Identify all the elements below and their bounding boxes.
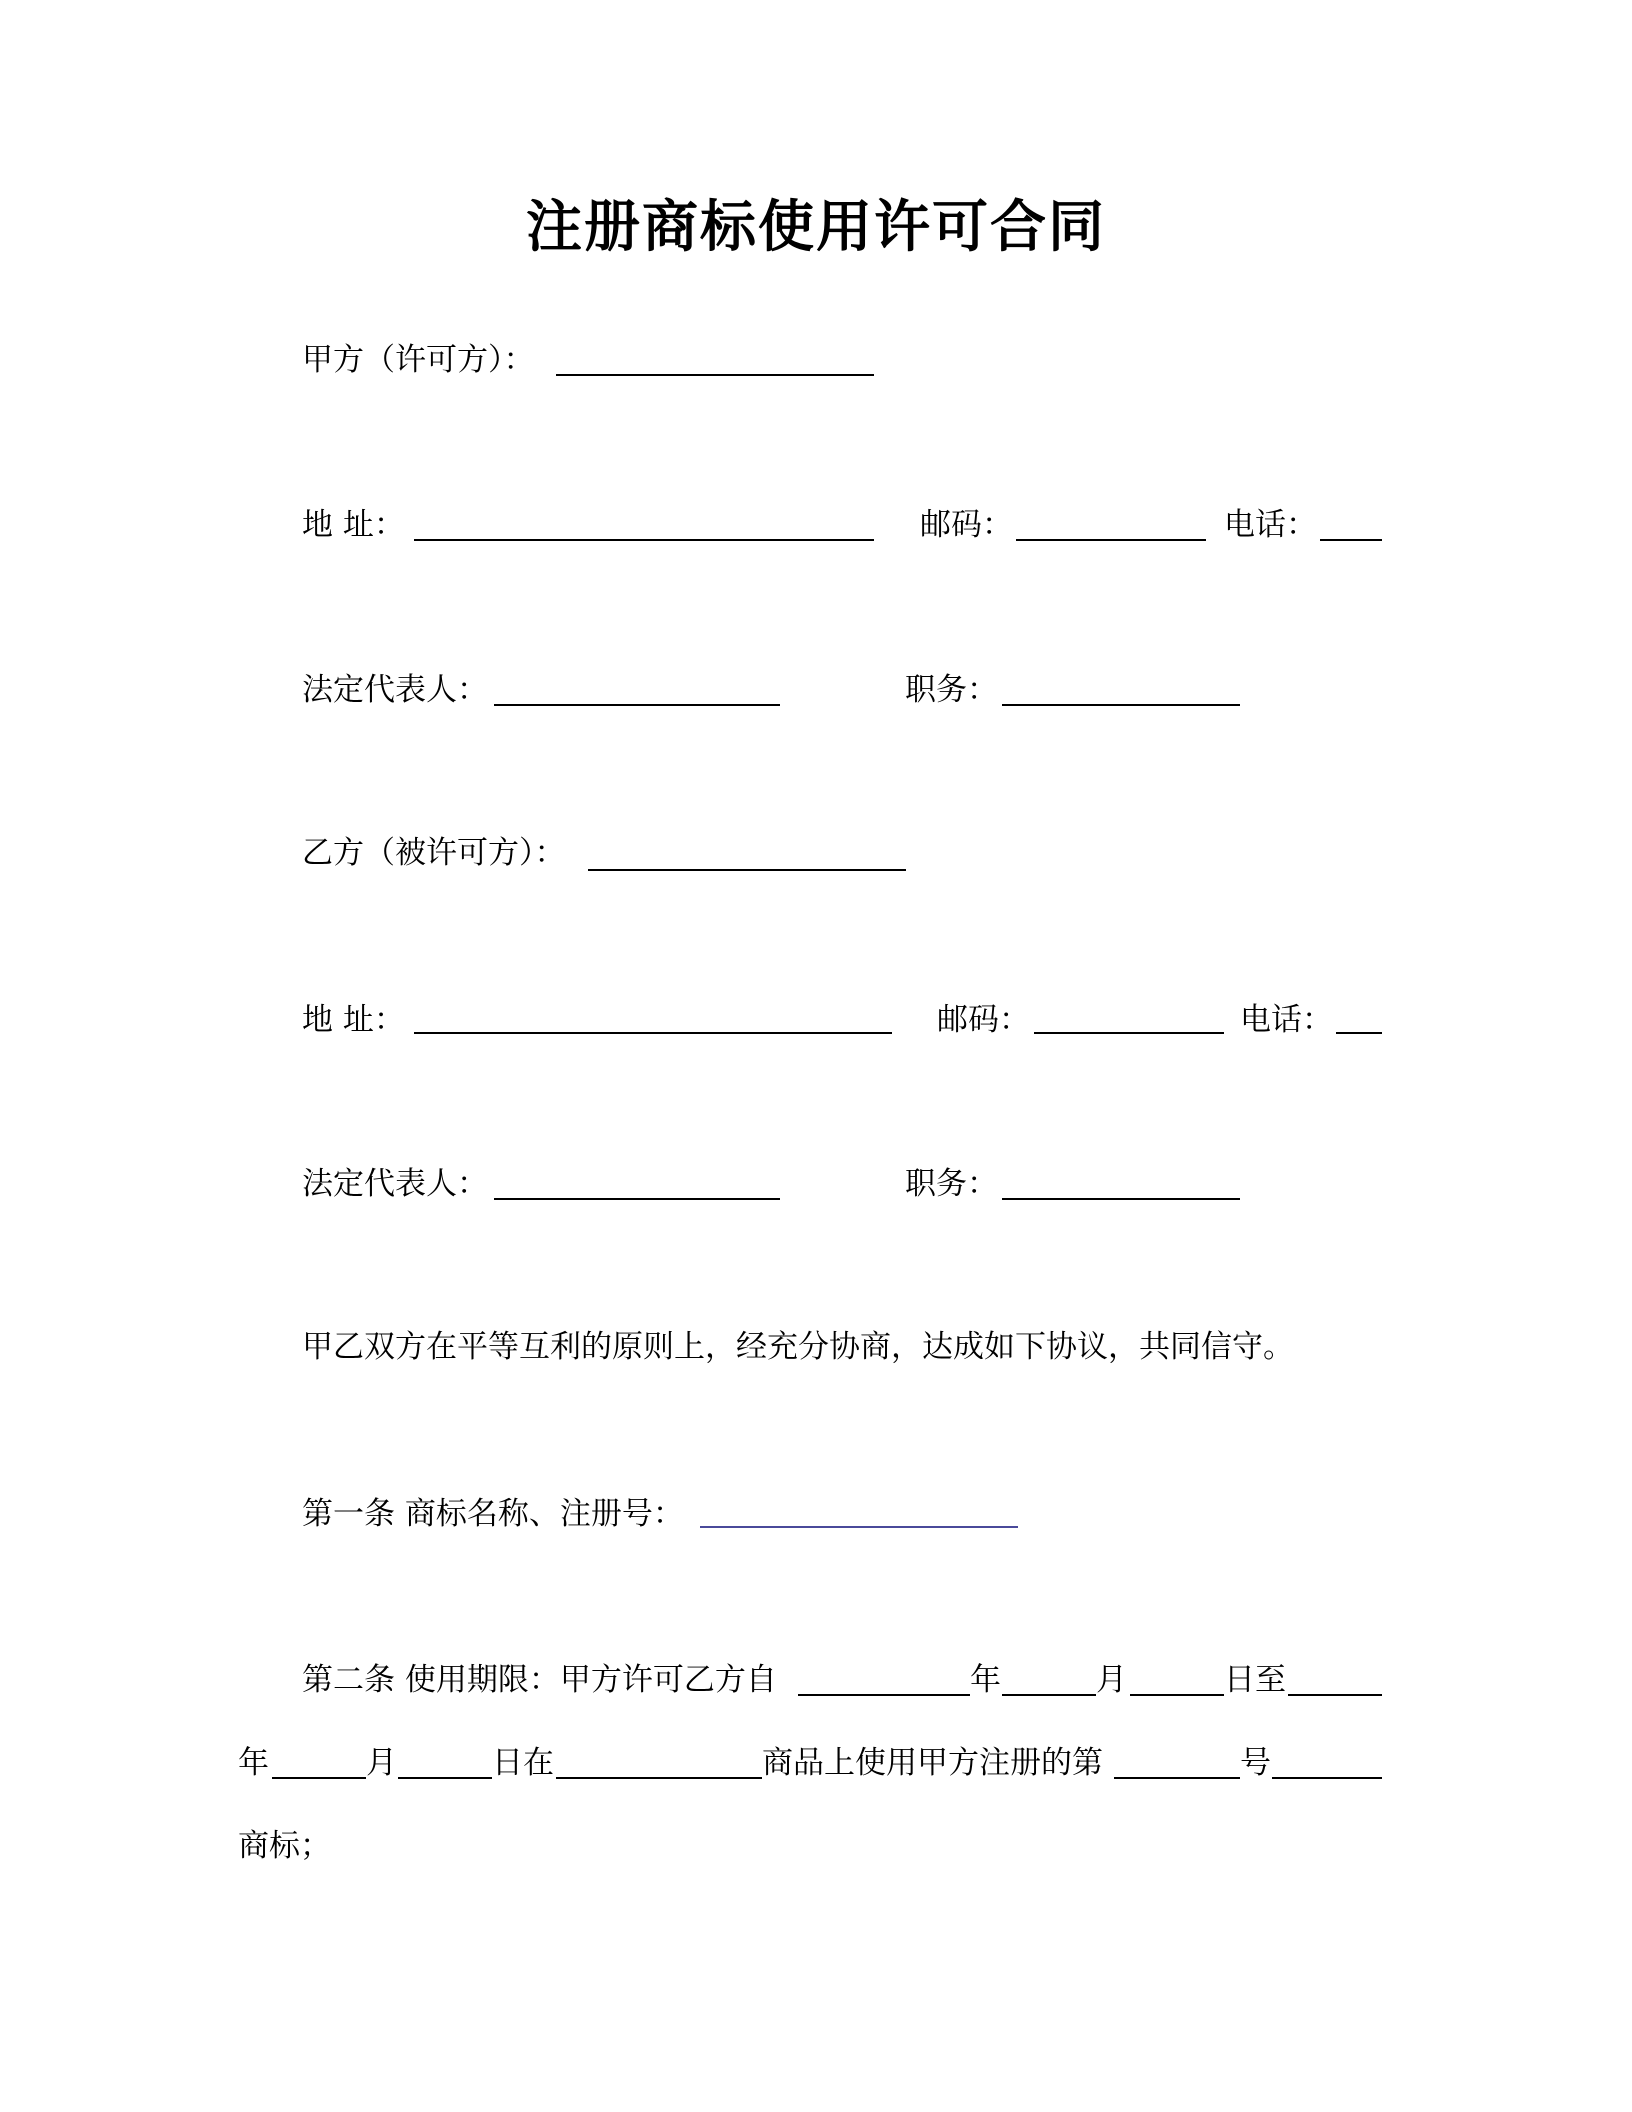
start-month-field[interactable] — [1002, 1694, 1096, 1696]
party-b-name-field[interactable] — [588, 869, 906, 871]
end-month-field[interactable] — [272, 1777, 366, 1779]
article2-intro: 第二条 使用期限：甲方许可乙方自 — [302, 1662, 777, 1698]
registration-number-field[interactable] — [1114, 1777, 1240, 1779]
start-day-field[interactable] — [1130, 1694, 1224, 1696]
party-a-position-label: 职务： — [905, 672, 998, 708]
party-b-phone-label: 电话： — [1240, 1002, 1333, 1038]
party-b-position-field[interactable] — [1002, 1198, 1240, 1200]
party-a-address-field[interactable] — [414, 539, 874, 541]
preamble-text: 甲乙双方在平等互利的原则上，经充分协商，达成如下协议，共同信守。 — [302, 1329, 1294, 1365]
party-b-legal-rep-field[interactable] — [494, 1198, 780, 1200]
start-year-label: 年 — [970, 1662, 1001, 1698]
end-day-at-label: 日在 — [492, 1745, 554, 1781]
party-b-position-label: 职务： — [905, 1166, 998, 1202]
party-a-name-field[interactable] — [556, 374, 874, 376]
party-a-position-field[interactable] — [1002, 704, 1240, 706]
party-b-postcode-field[interactable] — [1034, 1032, 1224, 1034]
party-a-postcode-label: 邮码： — [920, 507, 1013, 543]
page-title: 注册商标使用许可合同 — [526, 195, 1106, 260]
article1-label: 第一条 商标名称、注册号： — [302, 1496, 684, 1532]
party-b-legal-rep-label: 法定代表人： — [302, 1166, 488, 1202]
article2-trademark-end: 商标； — [238, 1828, 331, 1864]
start-day-to-label: 日至 — [1224, 1662, 1286, 1698]
end-day-field[interactable] — [398, 1777, 492, 1779]
start-month-label: 月 — [1096, 1662, 1127, 1698]
party-b-postcode-label: 邮码： — [937, 1002, 1030, 1038]
end-year-field[interactable] — [1288, 1694, 1382, 1696]
party-a-phone-field[interactable] — [1320, 539, 1382, 541]
party-b-label: 乙方（被许可方）： — [302, 835, 566, 871]
goods-text: 商品上使用甲方注册的第 — [762, 1745, 1103, 1781]
start-year-field[interactable] — [798, 1694, 970, 1696]
trademark-name-field[interactable] — [700, 1526, 1018, 1528]
end-year-label: 年 — [238, 1745, 269, 1781]
party-a-label: 甲方（许可方）： — [302, 342, 535, 378]
party-a-postcode-field[interactable] — [1016, 539, 1206, 541]
party-b-address-field[interactable] — [414, 1032, 892, 1034]
end-month-label: 月 — [366, 1745, 397, 1781]
number-label: 号 — [1240, 1745, 1271, 1781]
party-a-legal-rep-field[interactable] — [494, 704, 780, 706]
party-a-legal-rep-label: 法定代表人： — [302, 672, 488, 708]
party-a-address-label: 地 址： — [302, 507, 405, 543]
party-b-address-label: 地 址： — [302, 1002, 405, 1038]
goods-field[interactable] — [556, 1777, 762, 1779]
trademark-field[interactable] — [1272, 1777, 1382, 1779]
party-b-phone-field[interactable] — [1336, 1032, 1382, 1034]
party-a-phone-label: 电话： — [1224, 507, 1317, 543]
